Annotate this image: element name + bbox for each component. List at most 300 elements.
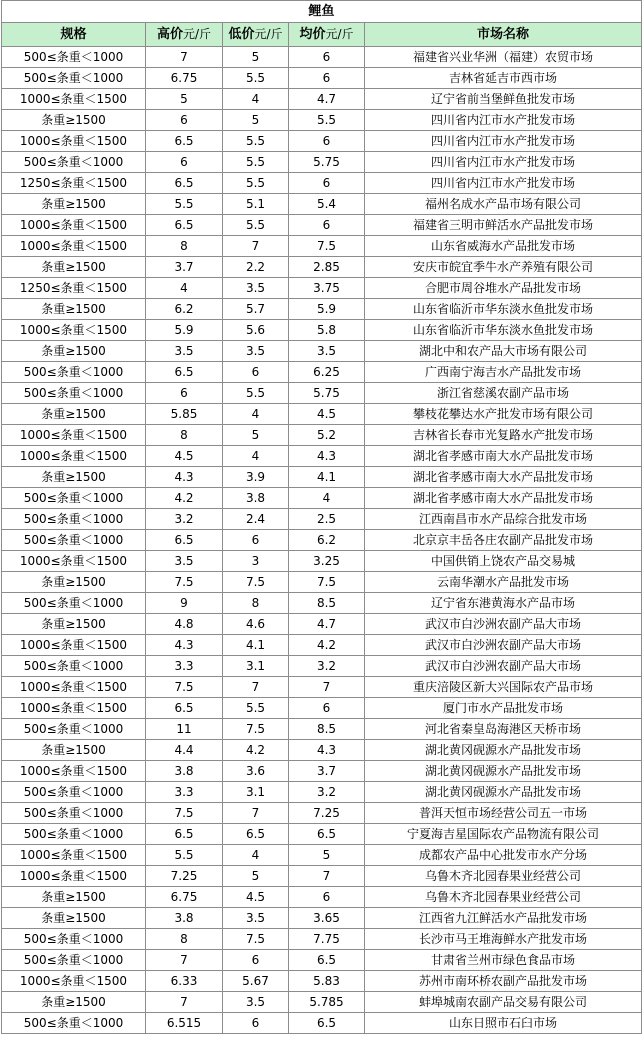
- table-row: [2, 614, 642, 635]
- cell-low-price: 8: [223, 593, 289, 614]
- cell-market-name: 四川省内江市水产批发市场: [365, 152, 642, 173]
- cell-spec: 条重≥1500: [2, 887, 146, 908]
- cell-market-name: 苏州市南环桥农副产品批发市场: [365, 971, 642, 992]
- cell-avg-price: 4.7: [289, 89, 365, 110]
- table-row: [2, 131, 642, 152]
- cell-high-price: 3.3: [146, 656, 223, 677]
- cell-high-price: 7: [146, 992, 223, 1013]
- table-row: [2, 467, 642, 488]
- cell-low-price: 3: [223, 551, 289, 572]
- cell-avg-price: 7: [289, 866, 365, 887]
- cell-spec: 500≤条重＜1000: [2, 362, 146, 383]
- cell-avg-price: 6: [289, 47, 365, 68]
- cell-avg-price: 5.8: [289, 320, 365, 341]
- cell-spec: 500≤条重＜1000: [2, 47, 146, 68]
- cell-low-price: 6: [223, 362, 289, 383]
- cell-spec: 1000≤条重＜1500: [2, 236, 146, 257]
- cell-spec: 条重≥1500: [2, 467, 146, 488]
- cell-market-name: 河北省秦皇岛海港区天桥市场: [365, 719, 642, 740]
- cell-high-price: 7.5: [146, 677, 223, 698]
- cell-low-price: 6.5: [223, 824, 289, 845]
- cell-market-name: 成都农产品中心批发市水产分场: [365, 845, 642, 866]
- cell-market-name: 甘肃省兰州市绿色食品市场: [365, 950, 642, 971]
- cell-low-price: 7.5: [223, 929, 289, 950]
- table-row: [2, 908, 642, 929]
- table-row: [2, 383, 642, 404]
- cell-spec: 500≤条重＜1000: [2, 152, 146, 173]
- cell-spec: 1000≤条重＜1500: [2, 89, 146, 110]
- cell-market-name: 云南华潮水产品批发市场: [365, 572, 642, 593]
- table-row: [2, 887, 642, 908]
- cell-high-price: 6.5: [146, 824, 223, 845]
- cell-market-name: 安庆市皖宜季牛水产养殖有限公司: [365, 257, 642, 278]
- cell-high-price: 4.8: [146, 614, 223, 635]
- cell-low-price: 7.5: [223, 719, 289, 740]
- cell-high-price: 6.75: [146, 887, 223, 908]
- cell-spec: 500≤条重＜1000: [2, 824, 146, 845]
- table-row: [2, 782, 642, 803]
- cell-high-price: 3.8: [146, 908, 223, 929]
- table-row: [2, 677, 642, 698]
- cell-spec: 1000≤条重＜1500: [2, 677, 146, 698]
- cell-spec: 500≤条重＜1000: [2, 383, 146, 404]
- cell-avg-price: 5.75: [289, 383, 365, 404]
- cell-low-price: 4: [223, 89, 289, 110]
- cell-low-price: 5: [223, 47, 289, 68]
- cell-low-price: 3.1: [223, 656, 289, 677]
- cell-spec: 500≤条重＜1000: [2, 509, 146, 530]
- table-title: 鲤鱼: [2, 1, 642, 23]
- cell-avg-price: 5.5: [289, 110, 365, 131]
- cell-spec: 1000≤条重＜1500: [2, 971, 146, 992]
- cell-market-name: 福建省兴业华洲（福建）农贸市场: [365, 47, 642, 68]
- table-row: [2, 488, 642, 509]
- cell-low-price: 3.5: [223, 992, 289, 1013]
- cell-low-price: 5: [223, 866, 289, 887]
- cell-high-price: 3.2: [146, 509, 223, 530]
- cell-avg-price: 7.75: [289, 929, 365, 950]
- cell-spec: 条重≥1500: [2, 257, 146, 278]
- cell-low-price: 2.4: [223, 509, 289, 530]
- cell-high-price: 5.9: [146, 320, 223, 341]
- cell-low-price: 5.67: [223, 971, 289, 992]
- cell-avg-price: 7.5: [289, 572, 365, 593]
- table-row: [2, 68, 642, 89]
- header-avg-price: [289, 23, 365, 47]
- table-row: [2, 299, 642, 320]
- table-row: [2, 509, 642, 530]
- cell-low-price: 7: [223, 803, 289, 824]
- header-spec: [2, 23, 146, 47]
- cell-avg-price: 7: [289, 677, 365, 698]
- cell-spec: 条重≥1500: [2, 908, 146, 929]
- cell-market-name: 乌鲁木齐北园春果业经营公司: [365, 887, 642, 908]
- cell-market-name: 四川省内江市水产批发市场: [365, 131, 642, 152]
- cell-low-price: 4: [223, 446, 289, 467]
- cell-high-price: 6: [146, 152, 223, 173]
- cell-market-name: 山东省临沂市华东淡水鱼批发市场: [365, 299, 642, 320]
- cell-spec: 条重≥1500: [2, 341, 146, 362]
- table-row: [2, 362, 642, 383]
- cell-avg-price: 3.7: [289, 761, 365, 782]
- cell-high-price: 7.5: [146, 803, 223, 824]
- cell-high-price: 3.5: [146, 551, 223, 572]
- cell-market-name: 湖北黄冈砚源水产品批发市场: [365, 761, 642, 782]
- table-row: [2, 761, 642, 782]
- cell-high-price: 7.25: [146, 866, 223, 887]
- cell-market-name: 中国供销上饶农产品交易城: [365, 551, 642, 572]
- cell-market-name: 福州名成水产品市场有限公司: [365, 194, 642, 215]
- cell-market-name: 宁夏海吉星国际农产品物流有限公司: [365, 824, 642, 845]
- cell-low-price: 3.9: [223, 467, 289, 488]
- cell-avg-price: 3.5: [289, 341, 365, 362]
- table-row: [2, 89, 642, 110]
- cell-high-price: 4.5: [146, 446, 223, 467]
- cell-avg-price: 6: [289, 68, 365, 89]
- cell-low-price: 4.5: [223, 887, 289, 908]
- cell-market-name: 山东日照市石臼市场: [365, 1013, 642, 1034]
- cell-market-name: 山东省威海水产品批发市场: [365, 236, 642, 257]
- cell-spec: 1000≤条重＜1500: [2, 446, 146, 467]
- table-row: [2, 551, 642, 572]
- cell-spec: 1000≤条重＜1500: [2, 845, 146, 866]
- carp-price-table: [1, 0, 642, 1034]
- table-row: [2, 404, 642, 425]
- table-row: [2, 593, 642, 614]
- cell-low-price: 3.6: [223, 761, 289, 782]
- price-table-container: [1, 0, 641, 1034]
- table-row: [2, 824, 642, 845]
- header-row: [2, 23, 642, 47]
- cell-market-name: 江西省九江鲜活水产品批发市场: [365, 908, 642, 929]
- cell-market-name: 辽宁省前当堡鲜鱼批发市场: [365, 89, 642, 110]
- cell-high-price: 6.515: [146, 1013, 223, 1034]
- table-row: [2, 47, 642, 68]
- header-high-unit: 元/斤: [182, 27, 212, 41]
- cell-low-price: 4.6: [223, 614, 289, 635]
- cell-high-price: 3.5: [146, 341, 223, 362]
- cell-low-price: 3.1: [223, 782, 289, 803]
- cell-low-price: 6: [223, 950, 289, 971]
- cell-avg-price: 6.5: [289, 1013, 365, 1034]
- cell-market-name: 湖北黄冈砚源水产品批发市场: [365, 740, 642, 761]
- cell-spec: 500≤条重＜1000: [2, 488, 146, 509]
- cell-spec: 500≤条重＜1000: [2, 68, 146, 89]
- table-row: [2, 950, 642, 971]
- cell-avg-price: 6.5: [289, 824, 365, 845]
- header-low-price: [223, 23, 289, 47]
- cell-market-name: 武汉市白沙洲农副产品大市场: [365, 614, 642, 635]
- cell-low-price: 3.5: [223, 908, 289, 929]
- cell-high-price: 11: [146, 719, 223, 740]
- cell-avg-price: 6.2: [289, 530, 365, 551]
- cell-market-name: 合肥市周谷堆水产品批发市场: [365, 278, 642, 299]
- table-row: [2, 845, 642, 866]
- cell-low-price: 7: [223, 236, 289, 257]
- cell-low-price: 5.5: [223, 383, 289, 404]
- table-row: [2, 530, 642, 551]
- cell-avg-price: 3.75: [289, 278, 365, 299]
- cell-avg-price: 8.5: [289, 719, 365, 740]
- cell-market-name: 湖北省孝感市南大水产品批发市场: [365, 467, 642, 488]
- cell-avg-price: 6: [289, 215, 365, 236]
- cell-spec: 条重≥1500: [2, 992, 146, 1013]
- cell-avg-price: 6: [289, 173, 365, 194]
- table-row: [2, 740, 642, 761]
- cell-market-name: 蚌埠城南农副产品交易有限公司: [365, 992, 642, 1013]
- cell-avg-price: 2.5: [289, 509, 365, 530]
- header-low-unit: 元/斤: [254, 27, 283, 41]
- table-row: [2, 1013, 642, 1034]
- cell-spec: 1000≤条重＜1500: [2, 425, 146, 446]
- cell-low-price: 7: [223, 677, 289, 698]
- cell-avg-price: 5.75: [289, 152, 365, 173]
- cell-avg-price: 6.25: [289, 362, 365, 383]
- cell-high-price: 9: [146, 593, 223, 614]
- cell-low-price: 5.5: [223, 698, 289, 719]
- cell-avg-price: 6: [289, 887, 365, 908]
- cell-market-name: 厦门市水产品批发市场: [365, 698, 642, 719]
- header-avg-unit: 元/斤: [325, 27, 354, 41]
- cell-spec: 1000≤条重＜1500: [2, 635, 146, 656]
- table-row: [2, 215, 642, 236]
- cell-high-price: 6.5: [146, 131, 223, 152]
- cell-avg-price: 4.2: [289, 635, 365, 656]
- cell-avg-price: 3.65: [289, 908, 365, 929]
- cell-high-price: 4: [146, 278, 223, 299]
- cell-low-price: 6: [223, 1013, 289, 1034]
- cell-high-price: 6.33: [146, 971, 223, 992]
- cell-low-price: 5: [223, 425, 289, 446]
- header-spec-label: 规格: [60, 26, 87, 42]
- cell-high-price: 3.3: [146, 782, 223, 803]
- cell-high-price: 5.5: [146, 194, 223, 215]
- cell-avg-price: 2.85: [289, 257, 365, 278]
- cell-low-price: 5.7: [223, 299, 289, 320]
- cell-low-price: 3.8: [223, 488, 289, 509]
- table-row: [2, 320, 642, 341]
- cell-avg-price: 6.5: [289, 950, 365, 971]
- cell-market-name: 湖北中和农产品大市场有限公司: [365, 341, 642, 362]
- cell-avg-price: 4.7: [289, 614, 365, 635]
- cell-spec: 500≤条重＜1000: [2, 782, 146, 803]
- cell-avg-price: 3.2: [289, 782, 365, 803]
- cell-market-name: 吉林省长春市光复路水产批发市场: [365, 425, 642, 446]
- cell-high-price: 7: [146, 47, 223, 68]
- cell-market-name: 江西南昌市水产品综合批发市场: [365, 509, 642, 530]
- table-row: [2, 236, 642, 257]
- cell-avg-price: 8.5: [289, 593, 365, 614]
- table-row: [2, 698, 642, 719]
- cell-avg-price: 5.4: [289, 194, 365, 215]
- header-avg-label: 均价: [299, 27, 326, 42]
- title-row: [2, 1, 642, 23]
- cell-spec: 1000≤条重＜1500: [2, 215, 146, 236]
- cell-low-price: 4: [223, 845, 289, 866]
- cell-market-name: 乌鲁木齐北园春果业经营公司: [365, 866, 642, 887]
- cell-market-name: 四川省内江市水产批发市场: [365, 110, 642, 131]
- cell-spec: 1000≤条重＜1500: [2, 320, 146, 341]
- table-row: [2, 341, 642, 362]
- cell-spec: 1250≤条重＜1500: [2, 278, 146, 299]
- cell-low-price: 4.2: [223, 740, 289, 761]
- cell-high-price: 6.5: [146, 362, 223, 383]
- cell-spec: 500≤条重＜1000: [2, 719, 146, 740]
- cell-market-name: 福建省三明市鲜活水产品批发市场: [365, 215, 642, 236]
- cell-market-name: 攀枝花攀达水产批发市场有限公司: [365, 404, 642, 425]
- cell-spec: 条重≥1500: [2, 740, 146, 761]
- table-row: [2, 719, 642, 740]
- cell-low-price: 5.5: [223, 131, 289, 152]
- table-row: [2, 635, 642, 656]
- cell-avg-price: 3.2: [289, 656, 365, 677]
- cell-spec: 1250≤条重＜1500: [2, 173, 146, 194]
- cell-high-price: 8: [146, 929, 223, 950]
- cell-avg-price: 4.3: [289, 740, 365, 761]
- cell-low-price: 5: [223, 110, 289, 131]
- cell-high-price: 6: [146, 383, 223, 404]
- cell-avg-price: 5.785: [289, 992, 365, 1013]
- cell-avg-price: 5.9: [289, 299, 365, 320]
- cell-spec: 500≤条重＜1000: [2, 530, 146, 551]
- header-low-label: 低价: [228, 27, 255, 42]
- cell-avg-price: 5.2: [289, 425, 365, 446]
- cell-high-price: 4.3: [146, 635, 223, 656]
- cell-market-name: 湖北黄冈砚源水产品批发市场: [365, 782, 642, 803]
- cell-spec: 条重≥1500: [2, 110, 146, 131]
- cell-high-price: 6.5: [146, 215, 223, 236]
- cell-avg-price: 7.5: [289, 236, 365, 257]
- cell-high-price: 4.3: [146, 467, 223, 488]
- cell-market-name: 湖北省孝感市南大水产品批发市场: [365, 446, 642, 467]
- cell-spec: 500≤条重＜1000: [2, 803, 146, 824]
- cell-avg-price: 3.25: [289, 551, 365, 572]
- cell-spec: 1000≤条重＜1500: [2, 131, 146, 152]
- cell-low-price: 5.5: [223, 173, 289, 194]
- cell-avg-price: 4.3: [289, 446, 365, 467]
- cell-avg-price: 4: [289, 488, 365, 509]
- table-row: [2, 278, 642, 299]
- cell-market-name: 北京京丰岳各庄农副产品批发市场: [365, 530, 642, 551]
- cell-low-price: 4: [223, 404, 289, 425]
- header-high-price: [146, 23, 223, 47]
- table-row: [2, 656, 642, 677]
- header-market-label: 市场名称: [477, 26, 530, 42]
- table-row: [2, 110, 642, 131]
- cell-market-name: 浙江省慈溪农副产品市场: [365, 383, 642, 404]
- cell-high-price: 7: [146, 950, 223, 971]
- cell-market-name: 湖北省孝感市南大水产品批发市场: [365, 488, 642, 509]
- cell-avg-price: 5: [289, 845, 365, 866]
- cell-low-price: 5.5: [223, 152, 289, 173]
- cell-market-name: 武汉市白沙洲农副产品大市场: [365, 635, 642, 656]
- cell-high-price: 6: [146, 110, 223, 131]
- cell-high-price: 6.5: [146, 530, 223, 551]
- cell-high-price: 6.5: [146, 173, 223, 194]
- cell-high-price: 3.7: [146, 257, 223, 278]
- cell-low-price: 7.5: [223, 572, 289, 593]
- cell-low-price: 6: [223, 530, 289, 551]
- cell-spec: 500≤条重＜1000: [2, 593, 146, 614]
- table-body: [2, 47, 642, 1034]
- cell-avg-price: 6: [289, 698, 365, 719]
- table-row: [2, 866, 642, 887]
- cell-market-name: 吉林省延吉市西市场: [365, 68, 642, 89]
- cell-high-price: 5.85: [146, 404, 223, 425]
- cell-spec: 500≤条重＜1000: [2, 929, 146, 950]
- cell-low-price: 5.1: [223, 194, 289, 215]
- cell-spec: 条重≥1500: [2, 299, 146, 320]
- cell-spec: 1000≤条重＜1500: [2, 761, 146, 782]
- cell-spec: 500≤条重＜1000: [2, 950, 146, 971]
- cell-spec: 1000≤条重＜1500: [2, 551, 146, 572]
- table-row: [2, 929, 642, 950]
- cell-low-price: 2.2: [223, 257, 289, 278]
- header-market-name: [365, 23, 642, 47]
- header-high-label: 高价: [156, 27, 183, 42]
- cell-avg-price: 4.5: [289, 404, 365, 425]
- cell-high-price: 6.75: [146, 68, 223, 89]
- table-row: [2, 446, 642, 467]
- cell-spec: 条重≥1500: [2, 614, 146, 635]
- table-row: [2, 257, 642, 278]
- cell-market-name: 普洱天恒市场经营公司五一市场: [365, 803, 642, 824]
- table-row: [2, 425, 642, 446]
- cell-high-price: 7.5: [146, 572, 223, 593]
- cell-low-price: 3.5: [223, 278, 289, 299]
- table-row: [2, 803, 642, 824]
- cell-spec: 500≤条重＜1000: [2, 656, 146, 677]
- cell-market-name: 辽宁省东港黄海水产品市场: [365, 593, 642, 614]
- cell-high-price: 5.5: [146, 845, 223, 866]
- cell-spec: 500≤条重＜1000: [2, 1013, 146, 1034]
- cell-low-price: 3.5: [223, 341, 289, 362]
- cell-spec: 条重≥1500: [2, 572, 146, 593]
- cell-low-price: 4.1: [223, 635, 289, 656]
- table-row: [2, 971, 642, 992]
- cell-avg-price: 7.25: [289, 803, 365, 824]
- table-row: [2, 992, 642, 1013]
- cell-spec: 条重≥1500: [2, 194, 146, 215]
- cell-spec: 1000≤条重＜1500: [2, 866, 146, 887]
- cell-high-price: 4.4: [146, 740, 223, 761]
- cell-high-price: 5: [146, 89, 223, 110]
- cell-avg-price: 6: [289, 131, 365, 152]
- cell-high-price: 4.2: [146, 488, 223, 509]
- cell-high-price: 8: [146, 236, 223, 257]
- cell-spec: 1000≤条重＜1500: [2, 698, 146, 719]
- cell-high-price: 3.8: [146, 761, 223, 782]
- cell-market-name: 广西南宁海吉水产品批发市场: [365, 362, 642, 383]
- cell-low-price: 5.6: [223, 320, 289, 341]
- cell-market-name: 重庆涪陵区新大兴国际农产品市场: [365, 677, 642, 698]
- table-row: [2, 173, 642, 194]
- cell-market-name: 武汉市白沙洲农副产品大市场: [365, 656, 642, 677]
- cell-market-name: 长沙市马王堆海鲜水产批发市场: [365, 929, 642, 950]
- cell-low-price: 5.5: [223, 68, 289, 89]
- cell-high-price: 8: [146, 425, 223, 446]
- cell-spec: 条重≥1500: [2, 404, 146, 425]
- cell-high-price: 6.2: [146, 299, 223, 320]
- cell-low-price: 5.5: [223, 215, 289, 236]
- cell-market-name: 山东省临沂市华东淡水鱼批发市场: [365, 320, 642, 341]
- table-row: [2, 194, 642, 215]
- cell-high-price: 6.5: [146, 698, 223, 719]
- table-row: [2, 152, 642, 173]
- cell-market-name: 四川省内江市水产批发市场: [365, 173, 642, 194]
- table-row: [2, 572, 642, 593]
- cell-avg-price: 5.83: [289, 971, 365, 992]
